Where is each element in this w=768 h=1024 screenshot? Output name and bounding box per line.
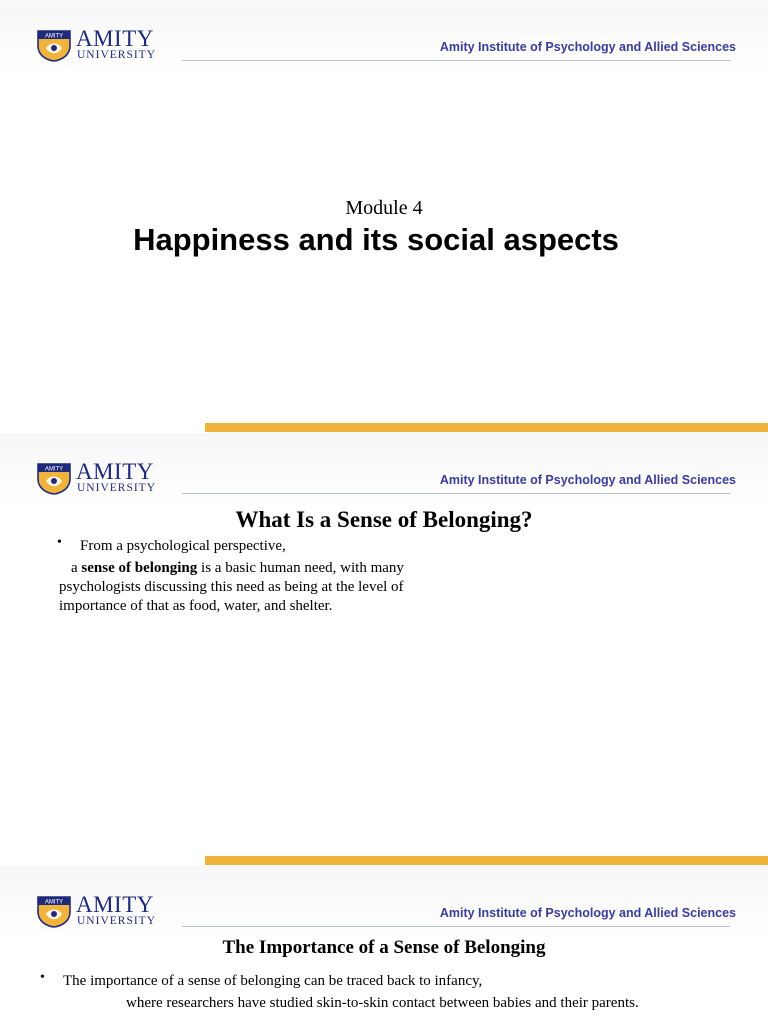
- logo-subtitle: UNIVERSITY: [77, 915, 156, 927]
- body-line: where researchers have studied skin-to-skin contact between babies and their parents.: [126, 995, 639, 1011]
- bullet-text: The importance of a sense of belonging can be traced back to infancy,: [63, 973, 483, 989]
- logo-wordmark: AMITY: [76, 26, 154, 51]
- footer-accent-bar: [205, 856, 768, 865]
- body-line: importance of that as food, water, and shelter.: [59, 598, 333, 614]
- slide-importance-of-belonging: [0, 866, 768, 1024]
- institute-name: Amity Institute of Psychology and Allied Sciences: [439, 906, 736, 920]
- header-divider: [182, 493, 730, 494]
- slide-sense-of-belonging: [0, 433, 768, 866]
- header-divider: [182, 926, 730, 927]
- body-line: [71, 559, 404, 579]
- footer-accent-bar: [205, 423, 768, 432]
- emblem-text: AMITY: [44, 466, 64, 473]
- logo-wordmark: AMITY: [76, 459, 154, 484]
- body-prefix: a: [71, 560, 82, 576]
- logo-subtitle: UNIVERSITY: [77, 49, 156, 61]
- bullet-icon: •: [57, 535, 62, 550]
- institute-name: Amity Institute of Psychology and Allied Sciences: [439, 40, 736, 54]
- slide-heading: The Importance of a Sense of Belonging: [222, 937, 546, 958]
- slide-header: [0, 0, 768, 72]
- body-suffix: is a basic human need, with many: [197, 560, 404, 576]
- institute-name: Amity Institute of Psychology and Allied Sciences: [439, 473, 736, 487]
- logo-wordmark: AMITY: [76, 892, 154, 917]
- amity-emblem-icon: [36, 461, 72, 495]
- module-label: Module 4: [345, 197, 423, 219]
- header-divider: [182, 60, 730, 61]
- emblem-text: AMITY: [44, 33, 64, 40]
- slide-heading: What Is a Sense of Belonging?: [235, 507, 533, 532]
- body-line: psychologists discussing this need as being at the level of: [59, 579, 404, 595]
- amity-emblem-icon: [36, 28, 72, 62]
- logo-subtitle: UNIVERSITY: [77, 482, 156, 494]
- slide-title-text: Happiness and its social aspects: [133, 222, 619, 257]
- slide-header: [0, 866, 768, 938]
- emblem-text: AMITY: [44, 899, 64, 906]
- amity-emblem-icon: [36, 894, 72, 928]
- bold-term: sense of belonging: [81, 560, 198, 576]
- bullet-text: From a psychological perspective,: [80, 538, 286, 554]
- slide-header: [0, 433, 768, 505]
- slide-title: [0, 0, 768, 433]
- bullet-icon: •: [40, 970, 45, 985]
